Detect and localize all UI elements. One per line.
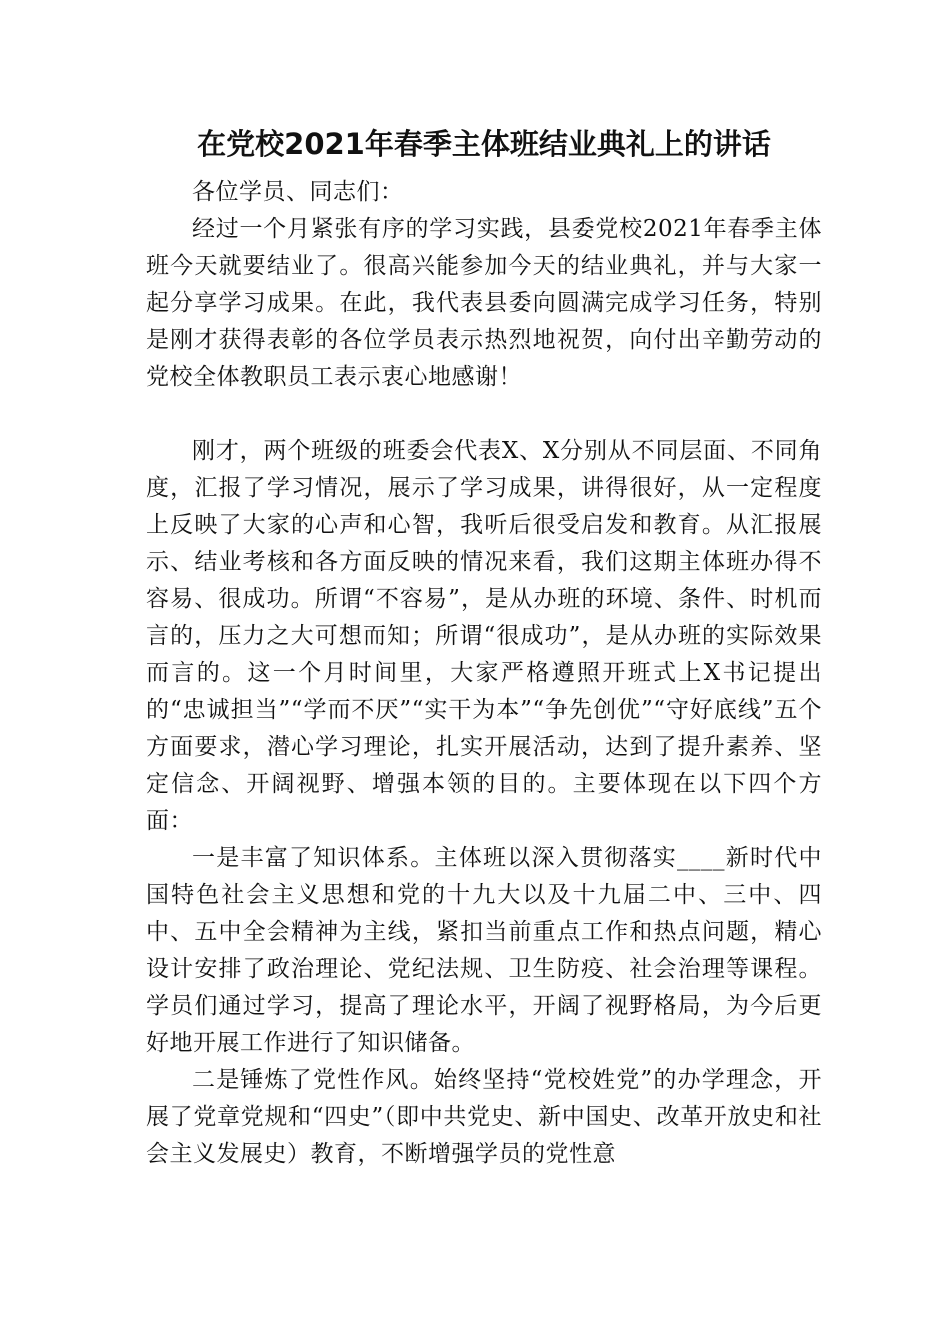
document-title: 在党校2021年春季主体班结业典礼上的讲话	[197, 127, 771, 161]
paragraph-knowledge: 一是丰富了知识体系。主体班以深入贯彻落实____新时代中国特色社会主义思想和党的十九大以及十九届二中、三中、四中、五中全会精神为主线，紧扣当前重点工作和热点问题，精心设计安排了政治理论、党纪法规、卫生防疫、社会治理等课程。学员们通过学习，提高了理论水平，开阔了视野格局，为今后更好地开展工作进行了知识储备。	[146, 845, 822, 1056]
paragraph-review: 刚才，两个班级的班委会代表X、X分别从不同层面、不同角度，汇报了学习情况，展示了学习成果，讲得很好，从一定程度上反映了大家的心声和心智，我听后很受启发和教育。从汇报展示、结业考核和各方面反映的情况来看，我们这期主体班办得不容易、很成功。所谓“不容易”，是从办班的环境、条件、时机而言的，压力之大可想而知；所谓“很成功”，是从办班的实际效果而言的。这一个月时间里，大家严格遵照开班式上X书记提出的“忠诚担当”“学而不厌”“实干为本”“争先创优”“守好底线”五个方面要求，潜心学习理论，扎实开展活动，达到了提升素养、坚定信念、开阔视野、增强本领的目的。主要体现在以下四个方面：	[146, 438, 822, 834]
paragraph-party-spirit: 二是锤炼了党性作风。始终坚持“党校姓党”的办学理念，开展了党章党规和“四史”（即中共党史、新中国史、改革开放史和社会主义发展史）教育，不断增强学员的党性意	[146, 1067, 822, 1167]
paragraph-opening: 经过一个月紧张有序的学习实践，县委党校2021年春季主体班今天就要结业了。很高兴能参加今天的结业典礼，并与大家一起分享学习成果。在此，我代表县委向圆满完成学习任务，特别是刚才获得表彰的各位学员表示热烈地祝贺，向付出辛勤劳动的党校全体教职员工表示衷心地感谢！	[146, 216, 822, 390]
paragraph-spacer	[146, 396, 822, 433]
document-page	[146, 118, 822, 1173]
salutation: 各位学员、同志们：	[192, 179, 404, 205]
